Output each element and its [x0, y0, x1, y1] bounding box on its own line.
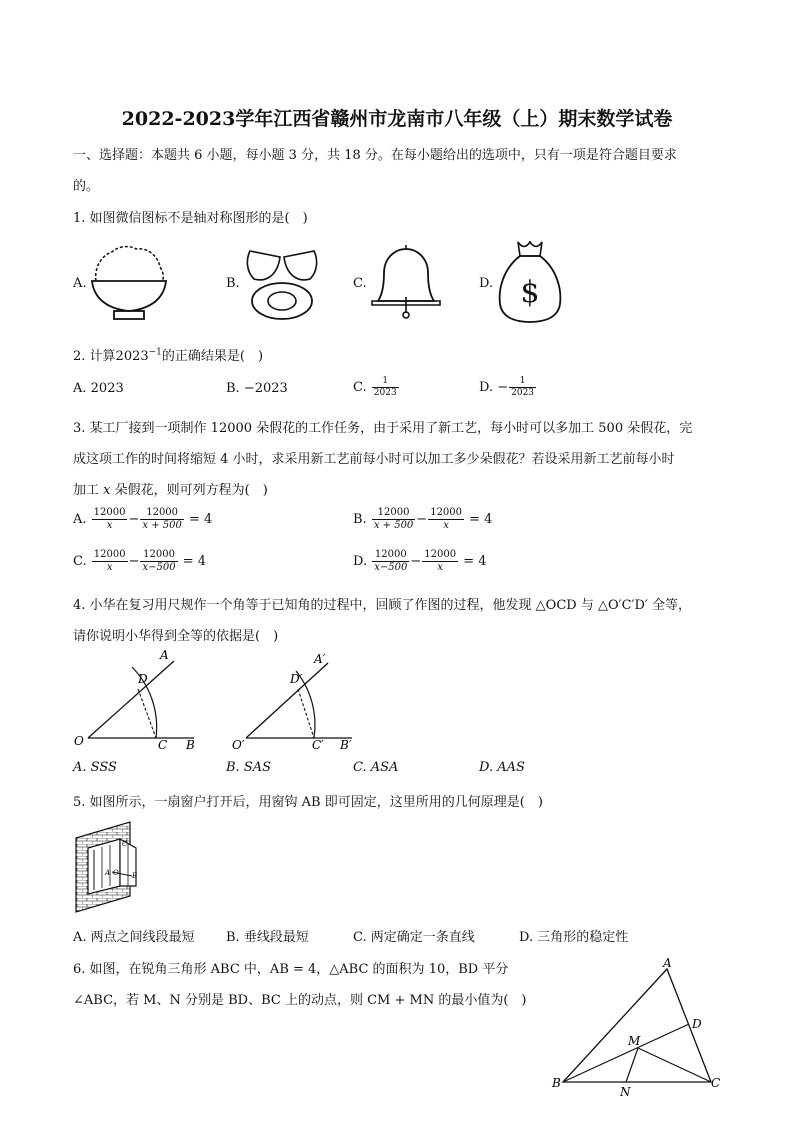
q5-option-a[interactable]: A. 两点之间线段最短: [73, 930, 195, 945]
section-heading-line2: 的。: [73, 179, 100, 194]
ray-o2a2: [246, 663, 328, 738]
page-title: 2022-2023学年江西省赣州市龙南市八年级（上）期末数学试卷: [121, 108, 673, 130]
q3-line3-pre: 加工: [73, 483, 104, 498]
q5-label-b: B: [132, 872, 138, 880]
q3-c-n2: 12000: [140, 549, 177, 562]
q3-d-d2: x: [437, 562, 443, 573]
dollar-sign: $: [520, 275, 540, 310]
label-c: C: [158, 738, 168, 752]
segment-c2d2: [298, 689, 314, 738]
bell-icon: [368, 243, 444, 323]
label-c-prime: C′: [312, 738, 324, 752]
triangle-abc: [563, 969, 711, 1082]
q2-option-c-label: C.: [353, 380, 367, 395]
q3-option-c[interactable]: [73, 549, 206, 574]
q1-option-c-label[interactable]: C.: [353, 276, 367, 291]
label-d-prime: D′: [290, 672, 303, 686]
money-bag-icon: [496, 238, 566, 326]
q6-label-c: C: [711, 1076, 721, 1090]
label-b: B: [186, 738, 195, 752]
q4-option-b[interactable]: B. SAS: [226, 760, 272, 775]
q3-b-n1: 12000: [372, 507, 415, 520]
ray-oa: [88, 661, 174, 738]
q3-a-n1: 12000: [93, 507, 126, 518]
q2-stem: [73, 345, 263, 364]
q3-a-op: −: [128, 512, 140, 527]
q6-label-b: B: [552, 1076, 561, 1090]
q3-option-d-label: D.: [353, 554, 368, 569]
q4-figure-1: [70, 645, 210, 755]
q1-stem: 1. 如图微信图标不是轴对称图形的是( ): [73, 211, 308, 226]
q3-option-b[interactable]: [353, 507, 492, 532]
q3-a-d2: x + 500: [142, 520, 182, 531]
q3-d-rhs: = 4: [463, 554, 487, 569]
q3-c-rhs: = 4: [182, 554, 207, 569]
q4-option-a[interactable]: A. SSS: [73, 760, 117, 775]
q6-label-m: M: [628, 1034, 641, 1048]
q3-b-d2: x: [443, 520, 449, 531]
q4-line1: 4. 小华在复习用尺规作一个角等于已知角的过程中，回顾了作图的过程，他发现 △OCD 与 △O′C′D′ 全等，: [73, 598, 691, 613]
q3-option-c-label: C.: [73, 554, 87, 569]
rice-bowl-icon: [88, 243, 170, 323]
q4-figure-2: [228, 645, 368, 755]
q4-line2: 请你说明小华得到全等的依据是( ): [73, 629, 279, 644]
q3-d-op: −: [410, 554, 422, 569]
q2-stem-post: 的正确结果是( ): [161, 349, 264, 364]
q5-window-figure: [72, 820, 142, 915]
q3-a-d1: x: [106, 520, 113, 531]
q5-option-d[interactable]: D. 三角形的稳定性: [519, 930, 629, 945]
q2-stem-base: 2023: [115, 349, 149, 364]
segment-cd: [138, 689, 156, 738]
q5-label-c: C: [122, 840, 128, 848]
label-d: D: [138, 672, 148, 686]
q2-option-d-num: 1: [509, 376, 536, 388]
label-a-prime: A′: [314, 652, 326, 666]
q3-line3-var: x: [103, 483, 111, 498]
q3-line2: 成这项工作的时间将缩短 4 小时，求采用新工艺前每小时可以加工多少朵假花？若设采用新工艺前每小时: [73, 452, 675, 467]
q3-c-d1: x: [106, 562, 113, 573]
q3-c-n1: 12000: [93, 549, 126, 560]
q3-b-op: −: [416, 512, 428, 527]
q6-line1: 6. 如图，在锐角三角形 ABC 中，AB = 4，△ABC 的面积为 10，BD 平分: [73, 962, 509, 977]
q3-b-n2: 12000: [430, 507, 463, 518]
q5-label-a: A: [105, 869, 111, 877]
q1-option-d-label[interactable]: D.: [479, 276, 494, 291]
label-b-prime: B′: [340, 738, 352, 752]
pig-face-icon: [240, 243, 324, 323]
q3-a-rhs: = 4: [189, 512, 213, 527]
segment-mn: [626, 1048, 638, 1082]
q3-option-a[interactable]: [73, 507, 212, 532]
q3-b-d1: x + 500: [373, 520, 414, 531]
q3-line1: 3. 某工厂接到一项制作 12000 朵假花的工作任务，由于采用了新工艺，每小时可以多加工 500 朵假花，完: [73, 421, 693, 436]
q3-d-d1: x−500: [374, 562, 408, 573]
label-a: A: [160, 648, 169, 662]
q2-option-d-den: 2023: [511, 388, 535, 398]
q5-stem: 5. 如图所示，一扇窗户打开后，用窗钩 AB 即可固定，这里所用的几何原理是( ): [73, 795, 543, 810]
q3-d-n1: 12000: [372, 549, 409, 562]
label-o-prime: O′: [232, 738, 245, 752]
q5-option-b[interactable]: B. 垂线段最短: [226, 930, 309, 945]
q2-option-d-label: D. −: [479, 380, 509, 395]
section-heading-line1: 一、选择题：本题共 6 小题，每小题 3 分，共 18 分。在每小题给出的选项中，只有一项是符合题目要求: [73, 148, 677, 163]
q3-b-rhs: = 4: [469, 512, 493, 527]
q4-option-c[interactable]: C. ASA: [353, 760, 399, 775]
q1-option-b-label[interactable]: B.: [226, 276, 240, 291]
q2-stem-exp: −1: [148, 347, 162, 358]
q2-stem-pre: 2. 计算: [73, 349, 116, 364]
q2-option-c[interactable]: [353, 376, 400, 399]
q4-option-d[interactable]: D. AAS: [479, 760, 525, 775]
q3-c-d2: x−500: [142, 562, 176, 573]
q6-label-n: N: [620, 1085, 631, 1099]
q2-option-c-num: 1: [372, 376, 399, 388]
q3-d-n2: 12000: [424, 549, 457, 560]
q6-label-a: A: [663, 956, 672, 970]
bisector-bd: [563, 1024, 689, 1082]
q3-option-a-label: A.: [73, 512, 87, 527]
q5-label-o: O: [113, 869, 119, 877]
q3-line3-post: 朵假花，则可列方程为( ): [110, 483, 268, 498]
q6-line2: ∠ABC，若 M、N 分别是 BD、BC 上的动点，则 CM + MN 的最小值为( ): [73, 993, 527, 1008]
q2-option-b[interactable]: B. −2023: [226, 381, 288, 396]
q6-label-d: D: [692, 1017, 702, 1031]
q2-option-a[interactable]: A. 2023: [73, 381, 124, 396]
label-o: O: [74, 734, 84, 748]
q1-option-a-label[interactable]: A.: [73, 276, 87, 291]
q3-option-b-label: B.: [353, 512, 367, 527]
q6-triangle-figure: [548, 955, 728, 1100]
q2-option-d[interactable]: [479, 376, 537, 399]
q3-line3: [73, 479, 268, 498]
q5-option-c[interactable]: C. 两定确定一条直线: [353, 930, 475, 945]
q3-option-d[interactable]: [353, 549, 487, 574]
q2-option-c-den: 2023: [373, 388, 397, 398]
window-frame: [88, 839, 120, 894]
q3-a-n2: 12000: [140, 507, 183, 520]
q3-c-op: −: [128, 554, 140, 569]
